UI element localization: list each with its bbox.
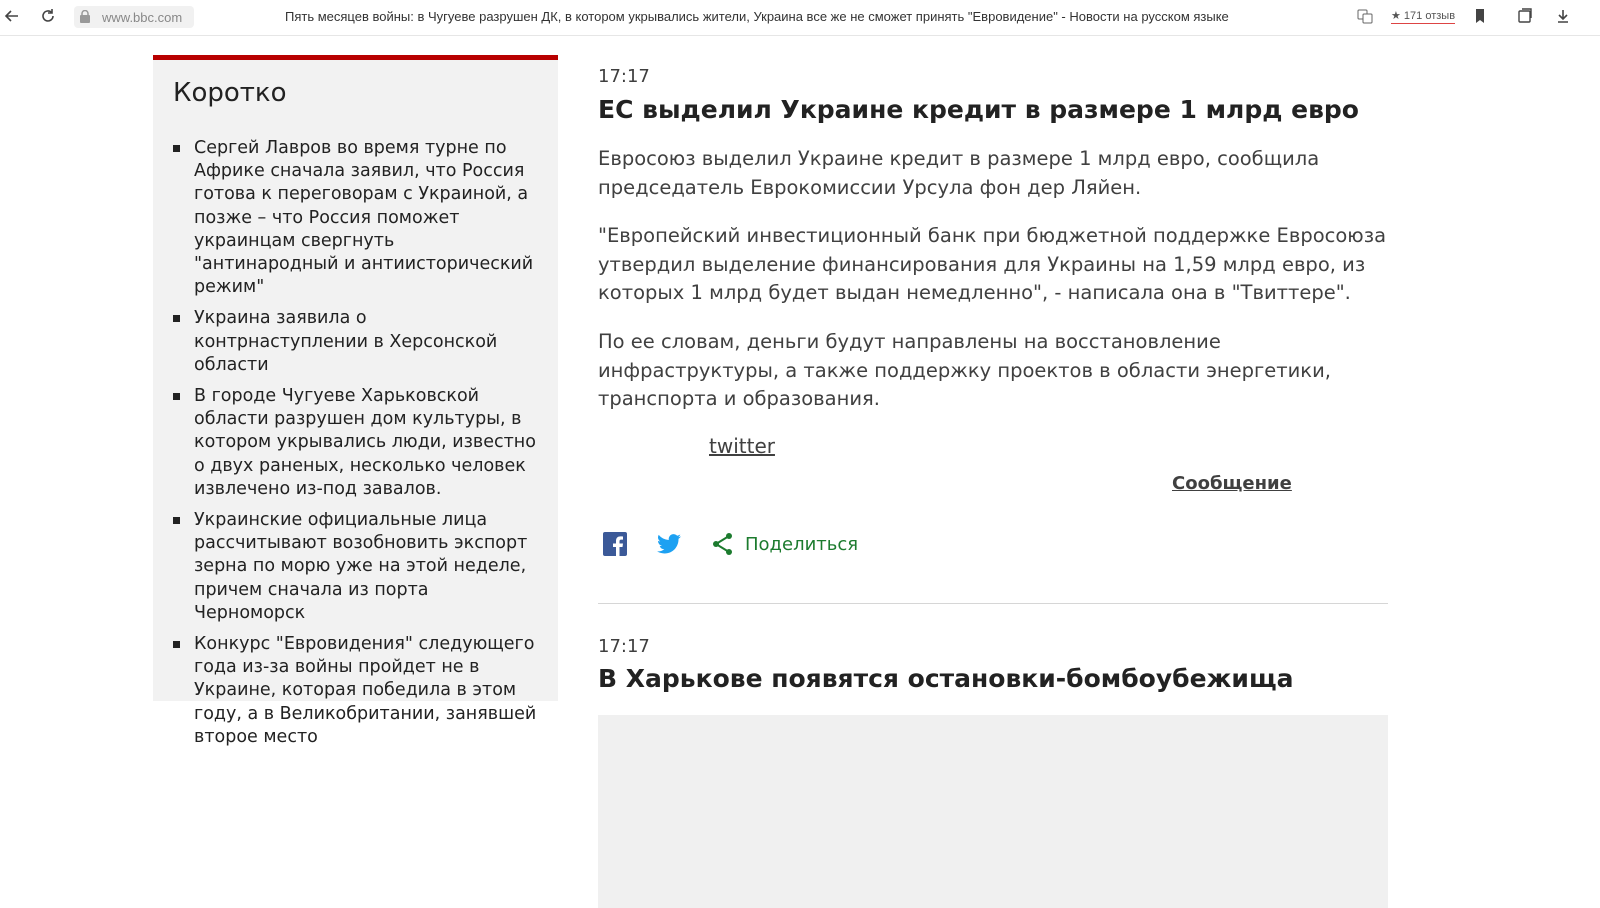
translate-icon[interactable] — [1355, 8, 1375, 28]
post-paragraph: Евросоюз выделил Украине кредит в размере 1 млрд евро, сообщила председатель Еврокомиссии Урсула фон дер Ляйен. — [598, 147, 1320, 199]
facebook-icon[interactable] — [603, 532, 627, 556]
bullet-icon — [173, 641, 180, 648]
bullet-icon — [173, 393, 180, 400]
summary-heading: Коротко — [173, 78, 287, 108]
address-bar[interactable] — [74, 6, 194, 28]
twitter-icon[interactable] — [657, 534, 681, 554]
post-paragraph: "Европейский инвестиционный банк при бюджетной поддержке Евросоюза утвердил выделение финансирования для Украины на 1,59 млрд евро, из которых 1 млрд будет выдан немедленно", - написала она в "Твиттере". — [598, 224, 1387, 304]
summary-item — [173, 385, 543, 501]
post-headline: ЕС выделил Украине кредит в размере 1 млрд евро — [598, 95, 1359, 124]
url-text: www.bbc.com — [102, 10, 183, 25]
bullet-icon — [173, 315, 180, 322]
post-paragraph: По ее словам, деньги будут направлены на восстановление инфраструктуры, а также поддержку проектов в области энергетики, транспорта и образования. — [598, 330, 1331, 410]
browser-toolbar — [0, 0, 1600, 36]
summary-item — [173, 137, 543, 299]
bullet-icon — [173, 517, 180, 524]
summary-item-text: Украина заявила о контрнаступлении в Херсонской области — [194, 308, 498, 375]
reload-icon[interactable] — [38, 8, 58, 28]
summary-item-text: Конкурс "Евровидения" следующего года из-за войны пройдет не в Украине, которая победила в этом году, а в Великобритании, занявшей второе место — [194, 634, 537, 747]
post-divider — [598, 603, 1388, 604]
bullet-icon — [173, 145, 180, 152]
summary-item — [173, 307, 543, 377]
download-icon[interactable] — [1553, 8, 1573, 28]
share-icon[interactable] — [711, 532, 735, 556]
post-headline: В Харькове появятся остановки-бомбоубежища — [598, 664, 1294, 693]
collections-icon[interactable] — [1515, 8, 1535, 28]
summary-panel — [153, 55, 558, 747]
summary-item — [173, 633, 543, 749]
bookmark-icon[interactable] — [1470, 8, 1490, 28]
share-button[interactable]: Поделиться — [745, 534, 859, 555]
post-time: 17:17 — [598, 636, 650, 657]
post-time: 17:17 — [598, 66, 650, 87]
summary-item-text: В городе Чугуеве Харьковской области разрушен дом культуры, в котором укрывались люди, известно о двух раненых, несколько человек извлечено из-под завалов. — [194, 386, 536, 499]
reviews-link[interactable]: ★ 171 отзыв — [1391, 10, 1456, 22]
summary-item-text: Украинские официальные лица рассчитывают возобновить экспорт зерна по морю уже на этой неделе, причем сначала из порта Черноморск — [194, 510, 528, 623]
summary-item-text: Сергей Лавров во время турне по Африке сначала заявил, что Россия готова к переговорам с Украиной, а позже – что Россия поможет украинцам свергнуть "антинародный и антиисторический режим" — [194, 138, 534, 298]
summary-item — [173, 509, 543, 625]
summary-list — [173, 137, 543, 757]
media-placeholder — [598, 715, 1388, 908]
message-link[interactable]: Сообщение — [1172, 473, 1292, 494]
page-title: Пять месяцев войны: в Чугуеве разрушен ДК, в котором укрывались жители, Украина все же не сможет принять "Евровидение" - Новости на русском языке — [285, 9, 1229, 24]
twitter-embed-link[interactable]: twitter — [709, 434, 775, 458]
back-arrow-icon[interactable] — [2, 8, 22, 28]
lock-icon — [80, 10, 90, 23]
